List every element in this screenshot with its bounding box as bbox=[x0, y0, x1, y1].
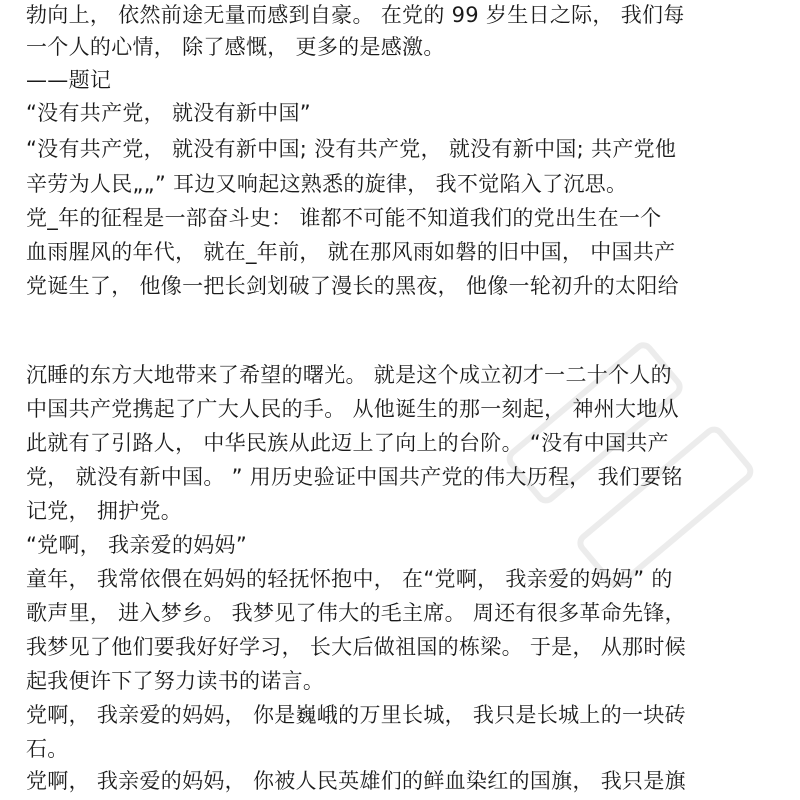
paragraph-line: 记党， 拥护党。 bbox=[26, 499, 183, 523]
paragraph-line: 勃向上， 依然前途无量而感到自豪。 在党的 99 岁生日之际， 我们每 bbox=[26, 3, 685, 27]
paragraph-line: 童年， 我常依偎在妈妈的轻抚怀抱中， 在“党啊， 我亲爱的妈妈” 的 bbox=[26, 567, 673, 591]
paragraph-line: 党诞生了， 他像一把长剑划破了漫长的黑夜， 他像一轮初升的太阳给 bbox=[26, 274, 679, 298]
paragraph-line: 党， 就没有新中国。 ” 用历史验证中国共产党的伟大历程， 我们要铭 bbox=[26, 465, 683, 489]
paragraph-line: 歌声里， 进入梦乡。 我梦见了伟大的毛主席。 周还有很多革命先锋， bbox=[26, 601, 686, 625]
section-heading: “党啊， 我亲爱的妈妈” bbox=[26, 533, 248, 557]
paragraph-line: 中国共产党携起了广大人民的手。 从他诞生的那一刻起， 神州大地从 bbox=[26, 397, 679, 421]
paragraph-line: 石。 bbox=[26, 737, 69, 761]
paragraph-line: 沉睡的东方大地带来了希望的曙光。 就是这个成立初才一二十个人的 bbox=[26, 363, 672, 387]
paragraph-line: 一个人的心情， 除了感慨， 更多的是感激。 bbox=[26, 35, 445, 59]
paragraph-line: 起我便许下了努力读书的诺言。 bbox=[26, 669, 325, 693]
paragraph-line: 辛劳为人民„„” 耳边又响起这熟悉的旋律， 我不觉陷入了沉思。 bbox=[26, 172, 628, 196]
paragraph-line: 血雨腥风的年代， 就在_年前， 就在那风雨如磐的旧中国， 中国共产 bbox=[26, 240, 676, 264]
paragraph-line: “没有共产党， 就没有新中国; 没有共产党， 就没有新中国; 共产党他 bbox=[26, 137, 677, 161]
paragraph-line: 党_年的征程是一部奋斗史： 谁都不可能不知道我们的党出生在一个 bbox=[26, 206, 662, 230]
paragraph-line: 党啊， 我亲爱的妈妈， 你被人民英雄们的鲜血染红的国旗， 我只是旗 bbox=[26, 769, 686, 793]
paragraph-line: 此就有了引路人， 中华民族从此迈上了向上的台阶。 “没有中国共产 bbox=[26, 431, 669, 455]
paragraph-line: 我梦见了他们要我好好学习， 长大后做祖国的栋梁。 于是， 从那时候 bbox=[26, 635, 686, 659]
paragraph-line: 党啊， 我亲爱的妈妈， 你是巍峨的万里长城， 我只是长城上的一块砖 bbox=[26, 703, 686, 727]
epigraph-attribution: ——题记 bbox=[26, 68, 112, 92]
section-heading: “没有共产党， 就没有新中国” bbox=[26, 101, 311, 125]
